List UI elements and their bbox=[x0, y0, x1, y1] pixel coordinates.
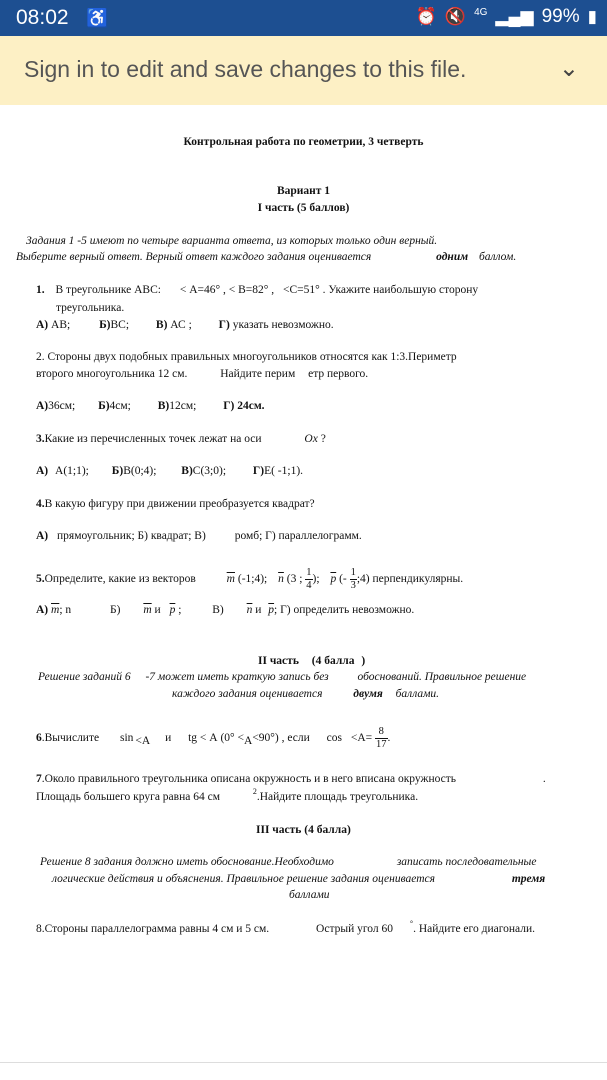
question-1-options: А) АВ; Б)ВС; В) АС ; Г) указать невозможно. bbox=[36, 319, 334, 331]
part3-heading: III часть (4 балла) bbox=[256, 824, 351, 836]
status-bar bbox=[0, 0, 607, 36]
doc-title: Контрольная работа по геометрии, 3 четверть bbox=[183, 136, 424, 148]
question-8: 8.Стороны параллелограмма равны 4 см и 5 см. Острый угол 60 °. Найдите его диагонали. bbox=[36, 919, 536, 935]
question-5: 5.Определите, какие из векторов $\overline{m}$ (-1;4); $\overline{n}$ (3 ; $\frac{1}{4}$ ); $\overline{p}$ (- $\frac{1}{3}$ ;4) перпендикулярны. bbox=[36, 566, 464, 591]
question-1: 1. В треугольнике АВС: < А=46° , < В=82° , <С=51° . Укажите наибольшую сторону bbox=[36, 284, 479, 296]
part2-heading: II часть (4 балла ) bbox=[258, 655, 366, 667]
fraction-1-3: $\frac{1}{3}$ bbox=[350, 566, 356, 591]
part2-instructions-2: каждого задания оценивается двумя баллами. bbox=[172, 688, 440, 700]
signal-icon: ▂▄▆ bbox=[495, 7, 534, 26]
question-3-options: А) А(1;1); Б)В(0;4); В)С(3;0); Г)Е( -1;1). bbox=[36, 465, 304, 477]
accessibility-icon: ♿ bbox=[86, 8, 109, 28]
status-time: 08:02 bbox=[16, 6, 69, 29]
chevron-down-icon[interactable]: ⌄ bbox=[558, 55, 579, 82]
variant-heading: Вариант 1 bbox=[276, 185, 331, 197]
part1-instructions-1: Задания 1 -5 имеют по четыре варианта ответа, из которых только один верный. bbox=[26, 235, 438, 247]
part3-instructions-3: баллами bbox=[289, 889, 330, 901]
mute-icon: 🔇 bbox=[444, 7, 467, 26]
question-7: 7.Около правильного треугольника описана окружность и в него вписана окружность . bbox=[36, 773, 546, 785]
question-1-line2: треугольника. bbox=[56, 302, 125, 314]
network-type: 4G bbox=[474, 7, 488, 18]
question-3: 3.Какие из перечисленных точек лежат на оси Ох ? bbox=[36, 433, 326, 445]
question-4-options: А) прямоугольник; Б) квадрат; В) ромб; Г) параллелограмм. bbox=[36, 530, 362, 542]
question-2: 2. Стороны двух подобных правильных многоугольников относятся как 1:3.Периметр bbox=[36, 351, 457, 363]
alarm-icon: ⏰ bbox=[415, 7, 437, 26]
part2-instructions-1: Решение заданий 6 -7 может иметь краткую запись без обоснований. Правильное решение bbox=[38, 671, 527, 683]
sign-in-banner-text[interactable]: Sign in to edit and save changes to this file. bbox=[24, 56, 467, 82]
part3-instructions-1: Решение 8 задания должно иметь обоснование.Необходимо записать последовательные bbox=[40, 856, 537, 868]
part1-instructions-2: Выберите верный ответ. Верный ответ каждого задания оценивается одним баллом. bbox=[16, 251, 517, 263]
status-icons bbox=[416, 6, 597, 28]
question-2-line2: второго многоугольника 12 см. Найдите перим етр первого. bbox=[36, 368, 369, 380]
battery-percent: 99% bbox=[541, 6, 580, 27]
part1-heading: I часть (5 баллов) bbox=[257, 202, 350, 214]
question-2-options: А)36см; Б)4см; В)12см; Г) 24см. bbox=[36, 400, 265, 412]
question-6: 6.Вычислите sin <А и tg < А (0° <А<90°) , если cos <А= $\frac{8}{17}$ . bbox=[36, 725, 391, 750]
fraction-1-4: $\frac{1}{4}$ bbox=[306, 566, 312, 591]
battery-icon: ▮ bbox=[587, 7, 597, 26]
fraction-8-17: $\frac{8}{17}$ bbox=[376, 725, 387, 750]
bottom-divider bbox=[0, 1062, 607, 1063]
question-5-options: А) $\overline{m}$; n Б) $\overline{m}$ и $\overline{p}$ ; В) $\overline{n}$ и $\overline{p}$; Г) определить невозможно. bbox=[36, 604, 415, 616]
sign-in-banner[interactable] bbox=[0, 36, 607, 105]
question-7-line2: Площадь большего круга равна 64 см $^2$.Найдите площадь треугольника. bbox=[36, 787, 419, 803]
question-4: 4.В какую фигуру при движении преобразуется квадрат? bbox=[36, 498, 315, 510]
document-page bbox=[0, 105, 607, 1060]
part3-instructions-2: логические действия и объяснения. Правильное решение задания оценивается тремя bbox=[52, 873, 546, 885]
